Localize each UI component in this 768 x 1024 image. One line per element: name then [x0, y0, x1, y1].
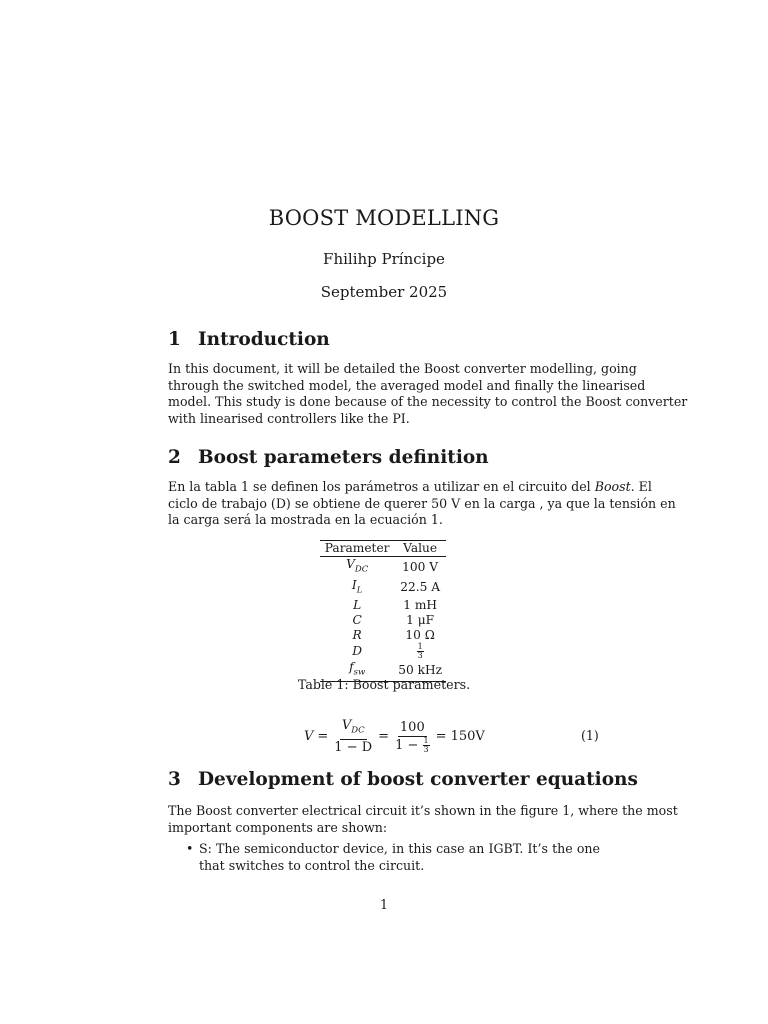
introduction-paragraph: [168, 361, 688, 427]
paragraph-line: important components are shown:: [168, 819, 388, 835]
equation-1: [304, 718, 485, 756]
value-cell: 1 mH: [403, 598, 438, 613]
equation-label: (1): [581, 728, 599, 743]
value-cell: [394, 643, 446, 660]
equals-sign: =: [317, 729, 329, 745]
value-cell: 50 kHz: [398, 663, 443, 678]
boost-parameters-table: [320, 540, 446, 682]
development-paragraph: [168, 803, 678, 836]
paragraph-line: ciclo de trabajo (D) se obtiene de querer 50 V en la carga , ya que la tensión en: [168, 495, 676, 511]
column-header: Parameter: [324, 541, 390, 555]
table-row: [320, 578, 446, 599]
fraction-100-over-expr: 100 1 − $\frac{1}{3}$: [395, 719, 429, 754]
value-cell: 22.5 A: [400, 580, 441, 595]
parameter-cell: $f_{sw}$: [349, 660, 366, 678]
equals-sign: =: [378, 729, 390, 745]
value-cell: 100 V: [402, 559, 439, 574]
emphasis-boost: Boost.: [594, 479, 635, 494]
document-author: Fhilihp Príncipe: [323, 250, 445, 268]
section-number: 3: [168, 769, 181, 790]
fraction-one-third: $\frac{1}{3}$: [417, 642, 423, 661]
list-item: [168, 840, 600, 874]
parameter-cell: C: [352, 613, 362, 628]
equation-result: = 150V: [435, 729, 485, 745]
paragraph-line: la carga será la mostrada en la ecuación 1.: [168, 512, 443, 527]
table-row: [320, 643, 446, 660]
section-heading-development: [168, 769, 638, 790]
table-row: [320, 613, 446, 628]
paragraph-line: The Boost converter electrical circuit it’s shown in the figure 1, where the most: [168, 803, 678, 818]
parameter-cell: L: [353, 598, 362, 613]
value-cell: 10 Ω: [405, 628, 435, 643]
section-title: Boost parameters definition: [198, 447, 489, 468]
column-header: Value: [403, 541, 438, 555]
paragraph-line: through the switched model, the averaged model and finally the linearised: [168, 377, 646, 393]
value-cell: 1 μF: [406, 613, 435, 628]
equation-lhs: V: [304, 729, 314, 745]
parameter-cell: D: [352, 644, 363, 659]
parameter-cell: $V_{DC}$: [346, 557, 369, 575]
document-title: BOOST MODELLING: [268, 206, 500, 230]
section-title: Introduction: [198, 329, 330, 350]
table-caption: Table 1: Boost parameters.: [297, 677, 471, 692]
document-date: September 2025: [320, 283, 448, 301]
paragraph-line: with linearised controllers like the PI.: [168, 410, 410, 426]
table-row: [320, 628, 446, 643]
parameter-cell: R: [352, 628, 362, 643]
section-number: 2: [168, 447, 181, 468]
fraction-vdc-over-1-minus-d: $\frac{V_{DC}}{1 - D}$: [334, 718, 373, 755]
paragraph-line: model. This study is done because of the necessity to control the Boost converter: [168, 394, 688, 409]
list-item-text: S: The semiconductor device, in this case an IGBT. It’s the one that switches to control the circuit.: [199, 841, 600, 873]
paragraph-line: [168, 479, 652, 496]
table-header-row: [320, 541, 446, 557]
section-number: 1: [168, 329, 181, 350]
paragraph-line: In this document, it will be detailed the Boost converter modelling, going: [168, 361, 637, 376]
components-list: [168, 840, 600, 874]
page-number: 1: [379, 897, 388, 912]
section-heading-boost-parameters: [168, 447, 489, 468]
bullet-icon: •: [186, 841, 194, 856]
table-row: [320, 598, 446, 613]
section-title: Development of boost converter equations: [198, 769, 638, 790]
parameter-cell: $I_L$: [351, 577, 363, 596]
text-run: El: [634, 479, 652, 494]
text-run: En la tabla 1 se definen los parámetros a utilizar en el circuito del: [168, 479, 595, 494]
section-heading-introduction: [168, 329, 330, 350]
table-row: [320, 557, 446, 578]
parameters-paragraph: [168, 479, 676, 529]
